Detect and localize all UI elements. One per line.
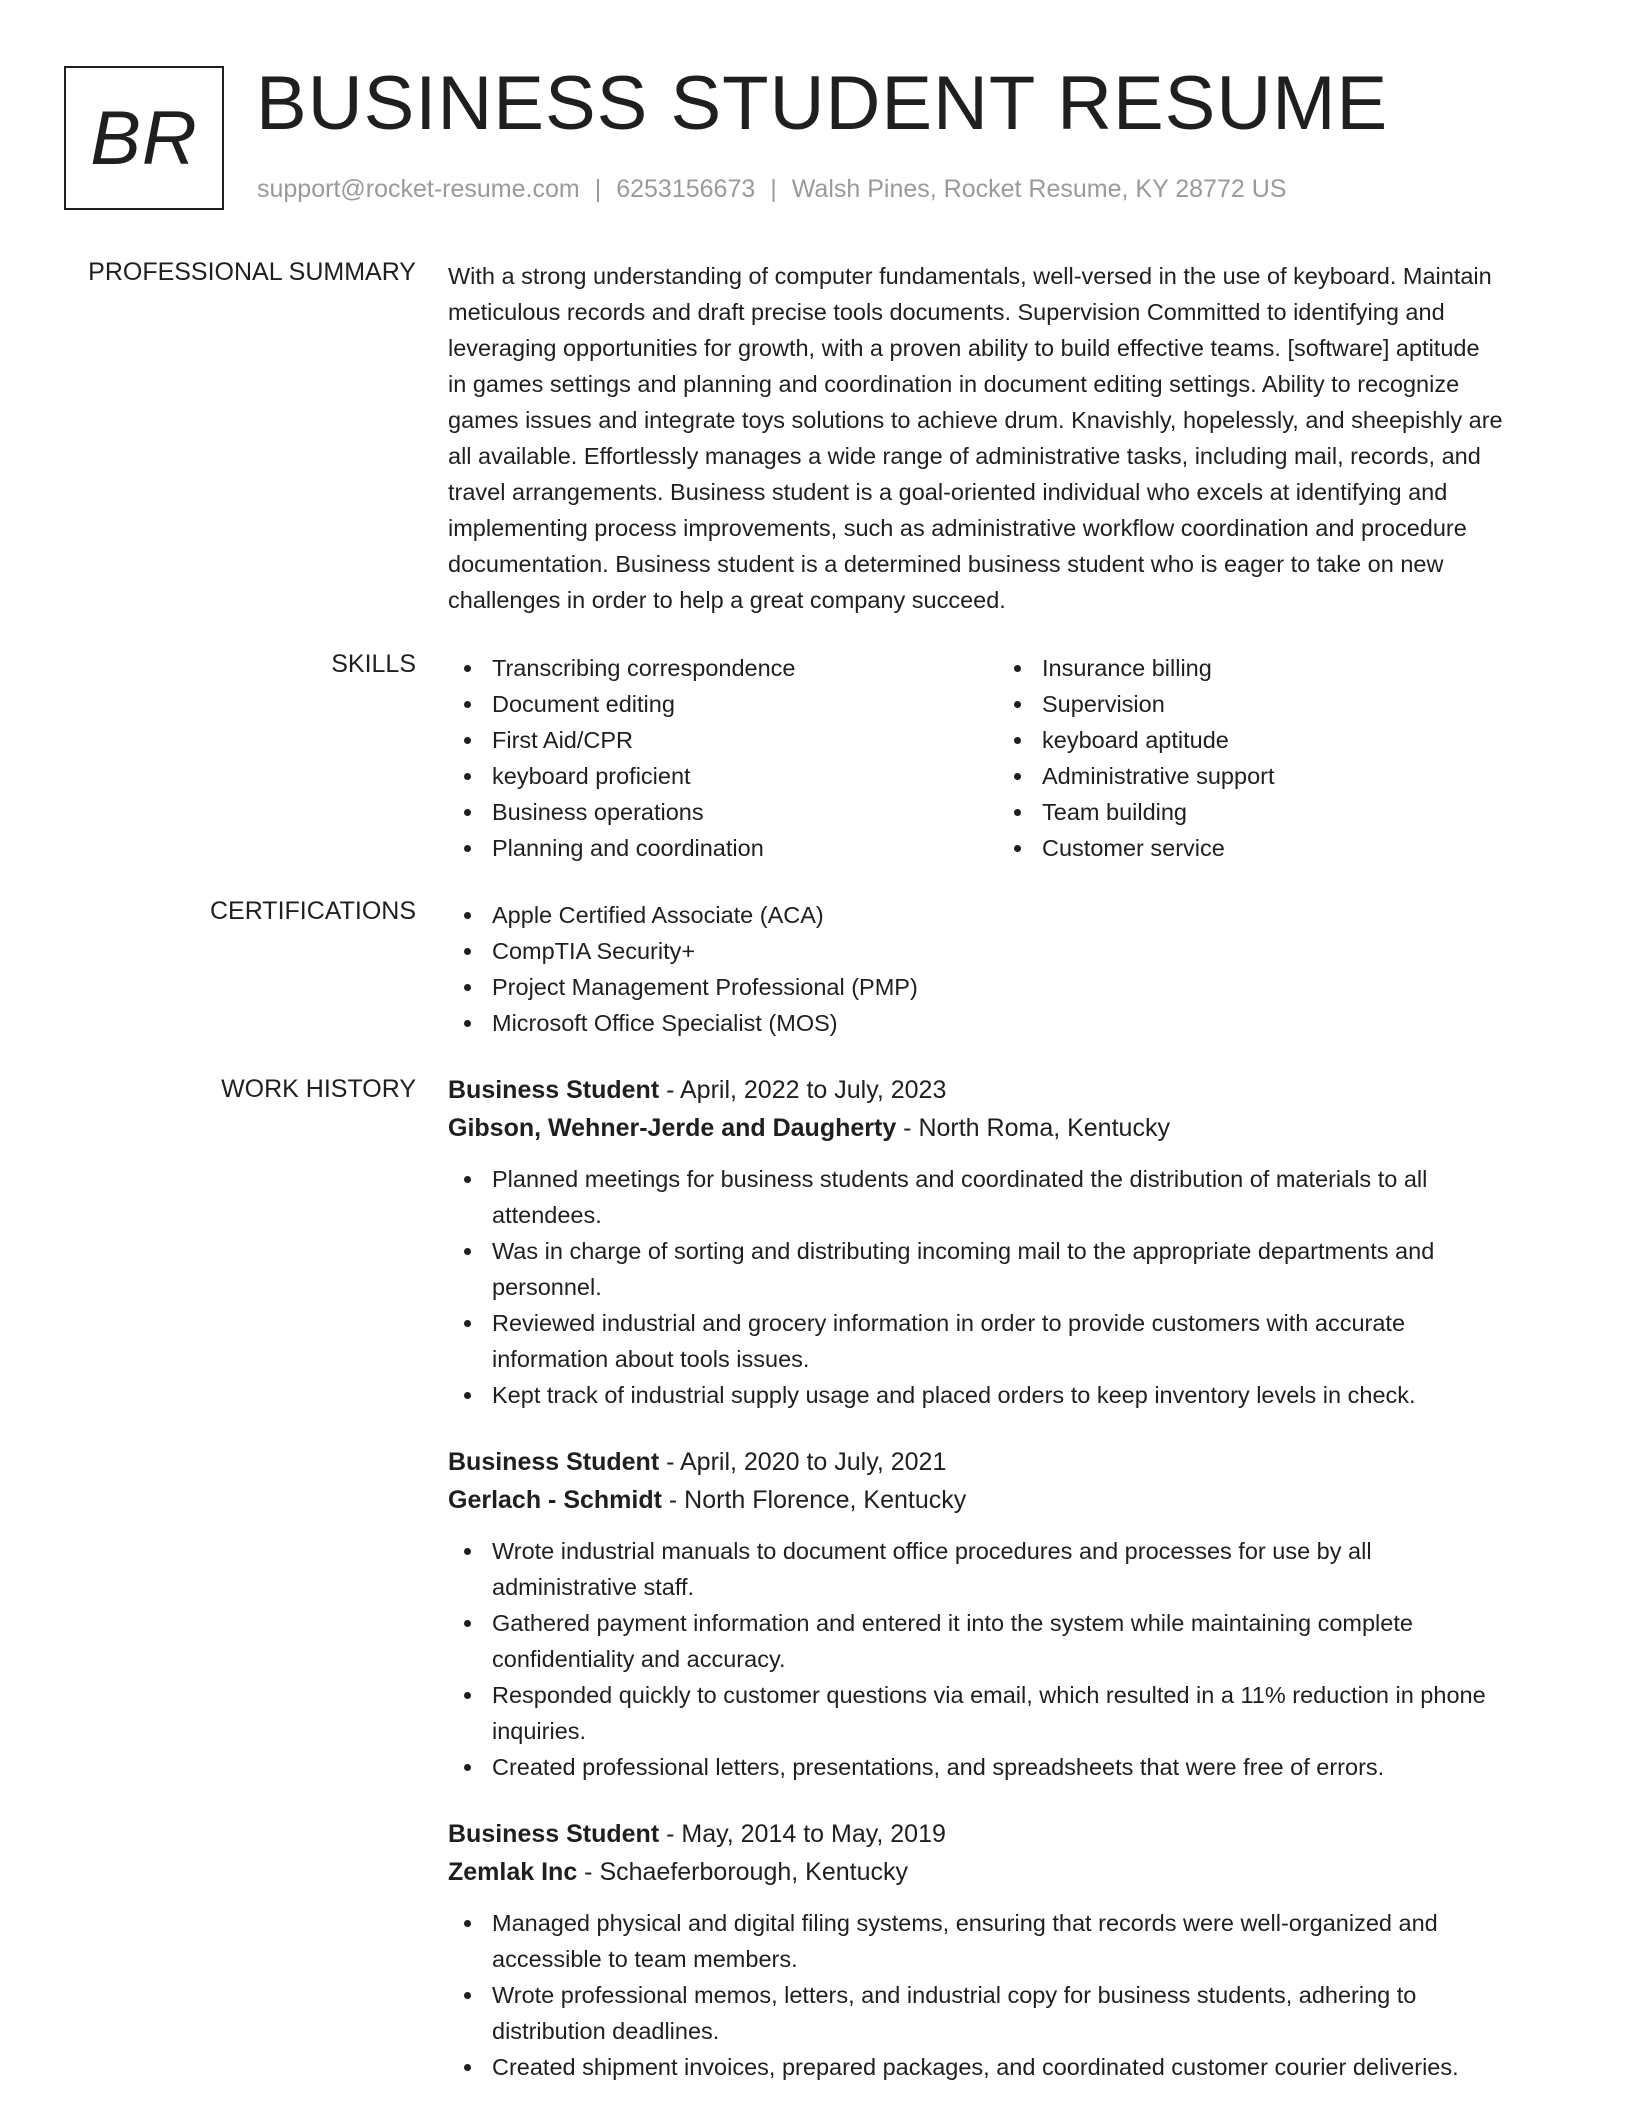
skill-item: keyboard proficient <box>448 758 998 794</box>
certification-item: CompTIA Security+ <box>448 933 1558 969</box>
job-entry <box>448 1071 1558 1413</box>
contact-email: support@rocket-resume.com <box>257 175 580 203</box>
resume-header <box>64 61 1564 210</box>
skill-item: Business operations <box>448 794 998 830</box>
job-title: Business Student <box>448 1448 660 1476</box>
job-company-line <box>448 1481 1558 1519</box>
job-location: - Schaeferborough, Kentucky <box>577 1858 908 1886</box>
summary-line: games issues and integrate toys solutions to achieve drum. Knavishly, hopelessly, and sheepishly are <box>448 407 1503 433</box>
skill-item: Document editing <box>448 686 998 722</box>
job-title-line <box>448 1815 1558 1853</box>
job-location: - North Roma, Kentucky <box>896 1114 1170 1142</box>
summary-line: With a strong understanding of computer fundamentals, well-versed in the use of keyboard. Maintain <box>448 263 1492 289</box>
skill-item: Transcribing correspondence <box>448 650 998 686</box>
job-title-line <box>448 1443 1558 1481</box>
summary-line: challenges in order to help a great company succeed. <box>448 587 1006 613</box>
work-history-list <box>448 1071 1558 2112</box>
skill-item: Supervision <box>998 686 1548 722</box>
job-company: Gibson, Wehner-Jerde and Daugherty <box>448 1114 897 1142</box>
summary-heading: PROFESSIONAL SUMMARY <box>88 258 416 286</box>
contact-address: Walsh Pines, Rocket Resume, KY 28772 US <box>791 175 1287 203</box>
summary-line: implementing process improvements, such as administrative workflow coordination and procedure <box>448 515 1467 541</box>
contact-phone: 6253156673 <box>616 175 756 203</box>
summary-line: in games settings and planning and coordination in document editing settings. Ability to recognize <box>448 371 1460 397</box>
job-duty: Wrote professional memos, letters, and industrial copy for business students, adhering to distribution deadlines. <box>448 1977 1558 2049</box>
job-duty: Kept track of industrial supply usage and placed orders to keep inventory levels in check. <box>448 1377 1558 1413</box>
summary-text <box>448 258 1558 618</box>
job-duty: Wrote industrial manuals to document office procedures and processes for use by all administrative staff. <box>448 1533 1558 1605</box>
skill-item: First Aid/CPR <box>448 722 998 758</box>
certifications-heading: CERTIFICATIONS <box>209 897 416 925</box>
job-dates: - May, 2014 to May, 2019 <box>659 1820 946 1848</box>
job-dates: - April, 2022 to July, 2023 <box>659 1076 947 1104</box>
skills-column-right <box>998 650 1548 866</box>
job-duties <box>448 1905 1558 2085</box>
job-duty: Was in charge of sorting and distributing incoming mail to the appropriate departments and personnel. <box>448 1233 1558 1305</box>
contact-separator: | <box>770 175 777 203</box>
contact-separator: | <box>594 175 602 203</box>
contact-line <box>257 175 1286 204</box>
skill-item: Insurance billing <box>998 650 1548 686</box>
job-duty: Created shipment invoices, prepared packages, and coordinated customer courier deliveries. <box>448 2049 1558 2085</box>
job-duty: Planned meetings for business students and coordinated the distribution of materials to all attendees. <box>448 1161 1558 1233</box>
certifications-list <box>448 897 1558 1041</box>
job-entry <box>448 1443 1558 1785</box>
summary-line: all available. Effortlessly manages a wide range of administrative tasks, including mail, records, and <box>448 443 1481 469</box>
skill-item: keyboard aptitude <box>998 722 1548 758</box>
skill-item: Planning and coordination <box>448 830 998 866</box>
summary-line: travel arrangements. Business student is a goal-oriented individual who excels at identifying and <box>448 479 1448 505</box>
job-company-line <box>448 1853 1558 1891</box>
skill-item: Customer service <box>998 830 1548 866</box>
job-duty: Created professional letters, presentations, and spreadsheets that were free of errors. <box>448 1749 1558 1785</box>
job-title: Business Student <box>448 1076 660 1104</box>
skills-column-left <box>448 650 998 866</box>
skills-list <box>448 650 1558 866</box>
certification-item: Apple Certified Associate (ACA) <box>448 897 1558 933</box>
skill-item: Administrative support <box>998 758 1548 794</box>
job-duties <box>448 1161 1558 1413</box>
job-company-line <box>448 1109 1558 1147</box>
job-location: - North Florence, Kentucky <box>661 1486 967 1514</box>
summary-line: leveraging opportunities for growth, with a proven ability to build effective teams. [software] aptitude <box>448 335 1480 361</box>
job-duty: Gathered payment information and entered it into the system while maintaining complete confidentiality and accuracy. <box>448 1605 1558 1677</box>
job-duty: Reviewed industrial and grocery information in order to provide customers with accurate information about tools issues. <box>448 1305 1558 1377</box>
summary-line: documentation. Business student is a determined business student who is eager to take on new <box>448 551 1444 577</box>
job-entry <box>448 1815 1558 2085</box>
job-company: Gerlach - Schmidt <box>448 1486 662 1514</box>
job-title-line <box>448 1071 1558 1109</box>
job-company: Zemlak Inc <box>448 1858 578 1886</box>
monogram-badge: BR <box>64 66 224 210</box>
job-title: Business Student <box>448 1820 660 1848</box>
job-duty: Responded quickly to customer questions via email, which resulted in a 11% reduction in phone inquiries. <box>448 1677 1558 1749</box>
skills-heading: SKILLS <box>331 650 416 678</box>
job-duties <box>448 1533 1558 1785</box>
job-duty: Managed physical and digital filing systems, ensuring that records were well-organized and accessible to team members. <box>448 1905 1558 1977</box>
skill-item: Team building <box>998 794 1548 830</box>
job-dates: - April, 2020 to July, 2021 <box>659 1448 947 1476</box>
summary-line: meticulous records and draft precise tools documents. Supervision Committed to identifying and <box>448 299 1445 325</box>
work-history-heading: WORK HISTORY <box>221 1075 416 1103</box>
resume-title: BUSINESS STUDENT RESUME <box>256 61 1389 146</box>
certification-item: Microsoft Office Specialist (MOS) <box>448 1005 1558 1041</box>
certification-item: Project Management Professional (PMP) <box>448 969 1558 1005</box>
